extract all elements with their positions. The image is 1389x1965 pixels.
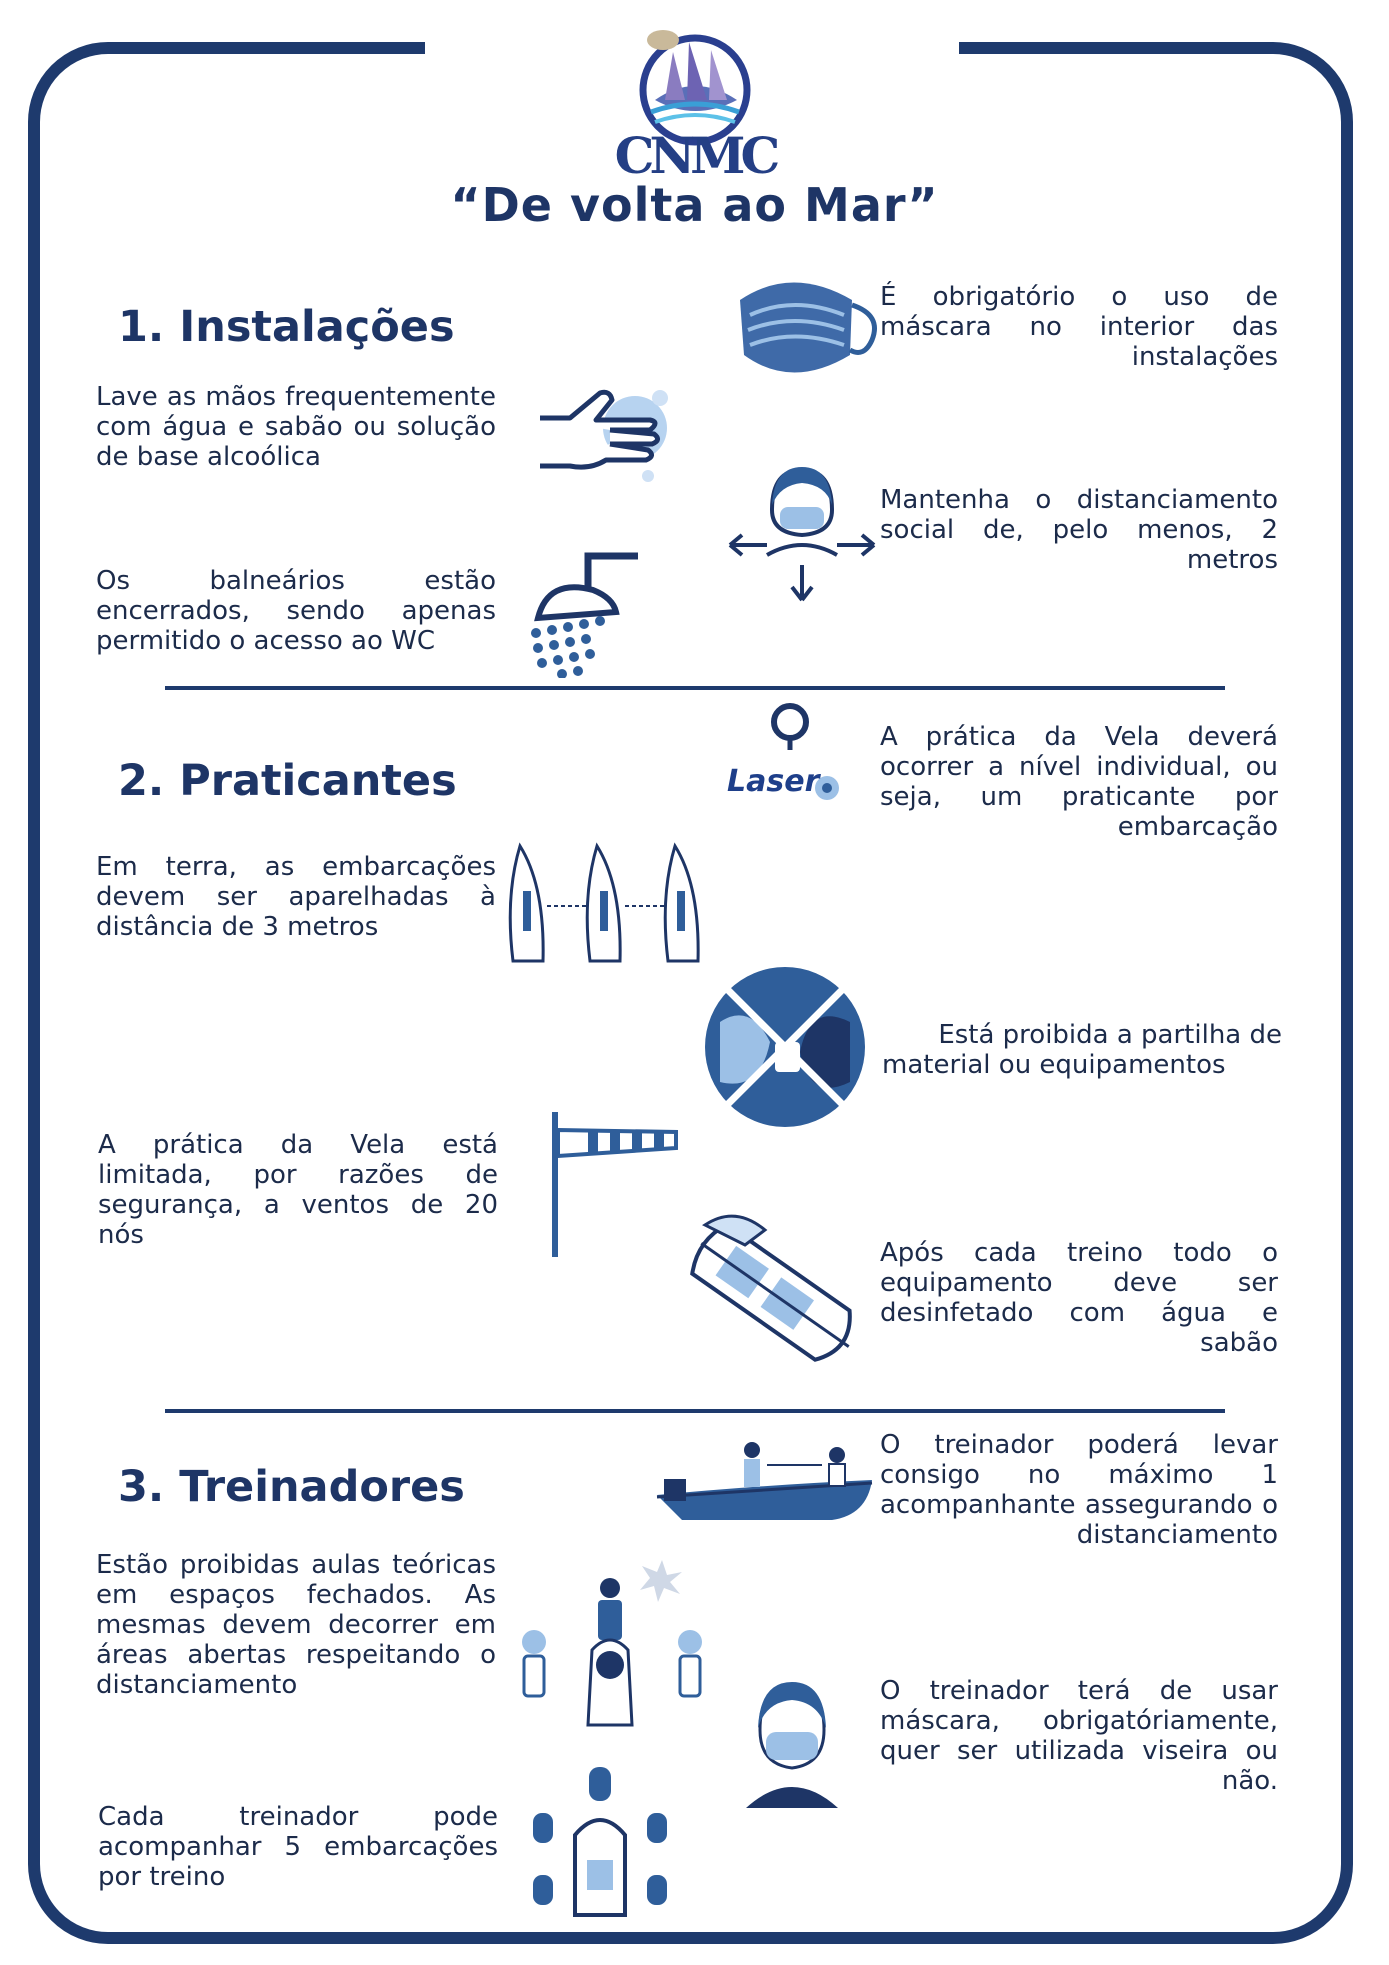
boats-spacing-icon xyxy=(505,836,720,966)
face-mask-icon xyxy=(732,270,882,380)
laser-logo-text: Laser xyxy=(727,764,820,799)
text-rigging-distance: Em terra, as embarcações devem ser aparelhadas à distância de 3 metros xyxy=(96,852,496,942)
text-wind-limit: A prática da Vela está limitada, por razões de segurança, a ventos de 20 nós xyxy=(98,1130,498,1250)
section-divider xyxy=(165,1409,1225,1413)
disinfect-boat-icon xyxy=(675,1205,875,1380)
text-coach-boats: Cada treinador pode acompanhar 5 embarcações por treino xyxy=(98,1802,498,1892)
text-distancing: Mantenha o distanciamento social de, pelo menos, 2 metros xyxy=(880,485,1278,575)
section-divider xyxy=(165,686,1225,690)
no-sharing-icon xyxy=(700,962,870,1132)
section-heading-facilities: 1. Instalações xyxy=(118,302,455,352)
page-title: “De volta ao Mar” xyxy=(450,178,939,232)
text-disinfect: Após cada treino todo o equipamento deve ser desinfetado com água e sabão xyxy=(880,1238,1278,1358)
section-heading-practitioners: 2. Praticantes xyxy=(118,756,457,806)
text-wash-hands: Lave as mãos frequentemente com água e sabão ou solução de base alcoólica xyxy=(96,382,496,472)
club-logo-text: CNMC xyxy=(614,126,776,185)
text-mask-required: É obrigatório o uso de máscara no interior das instalações xyxy=(880,282,1278,372)
coach-mask-icon xyxy=(742,1680,842,1810)
text-changing-rooms: Os balneários estão encerrados, sendo apenas permitido o acesso ao WC xyxy=(96,566,496,656)
text-no-sharing: Está proibida a partilha de material ou equipamentos xyxy=(882,1020,1282,1080)
text-sailing-individual: A prática da Vela deverá ocorrer a nível individual, ou seja, um praticante por embarcação xyxy=(880,722,1278,842)
outdoor-class-icon xyxy=(512,1550,712,1730)
text-coach-mask: O treinador terá de usar máscara, obrigatóriamente, quer ser utilizada viseira ou não. xyxy=(880,1676,1278,1796)
section-heading-coaches: 3. Treinadores xyxy=(118,1462,465,1512)
shower-icon xyxy=(518,548,648,678)
laser-logo-icon xyxy=(725,700,855,810)
hand-washing-icon xyxy=(530,378,680,498)
coach-boat-icon xyxy=(652,1435,877,1530)
text-coach-companion: O treinador poderá levar consigo no máximo 1 acompanhante assegurando o distanciamento xyxy=(880,1430,1278,1550)
coach-five-boats-icon xyxy=(525,1765,675,1930)
windsock-icon xyxy=(548,1110,688,1260)
text-no-indoor-classes: Estão proibidas aulas teóricas em espaços fechados. As mesmas devem decorrer em áreas abertas respeitando o distanciamento xyxy=(96,1550,496,1700)
social-distancing-icon xyxy=(722,455,882,605)
